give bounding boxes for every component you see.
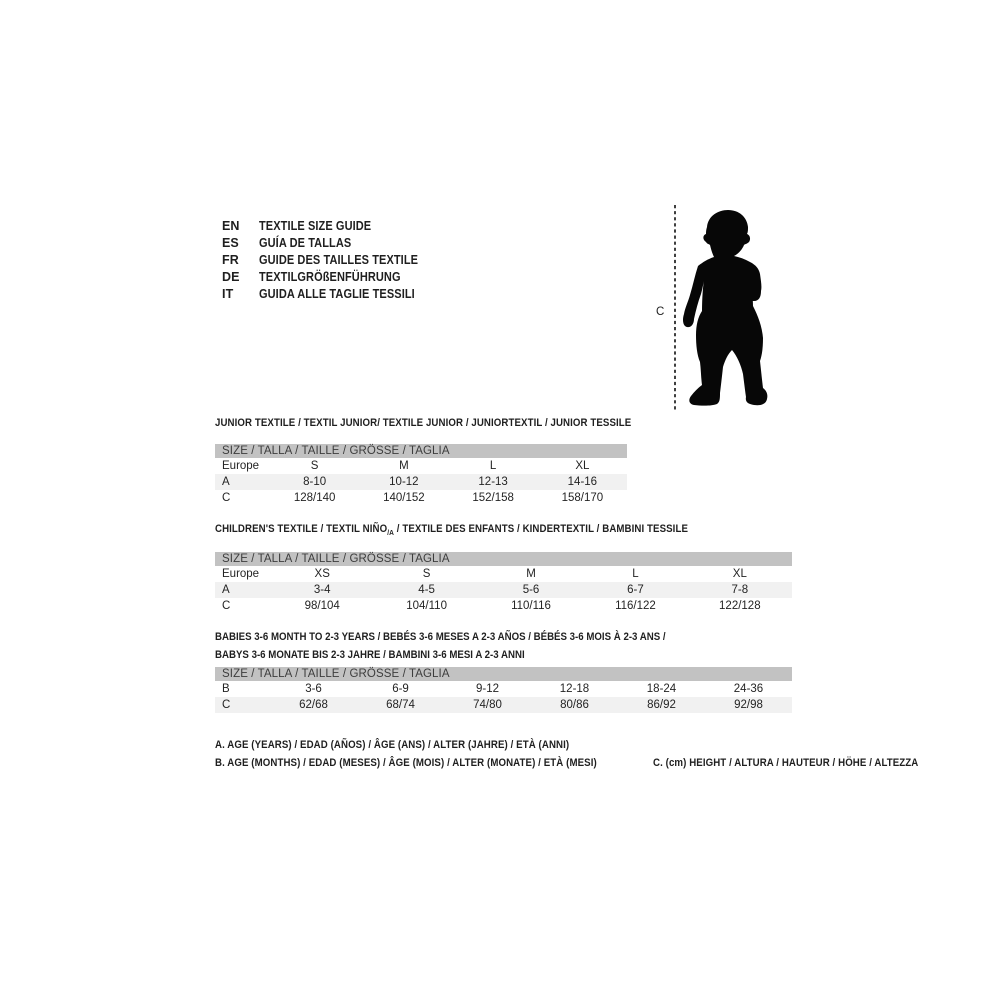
table-cell: 5-6	[522, 584, 540, 597]
table-cell: 80/86	[560, 699, 589, 711]
table-cell: 158/170	[561, 492, 604, 504]
row-label: C	[222, 492, 231, 504]
table-cell: 14-16	[567, 476, 598, 488]
language-code: DE	[222, 269, 240, 284]
row-label: B	[222, 683, 230, 695]
junior-size-table	[215, 413, 632, 506]
children-size-table	[215, 519, 792, 614]
language-label: TEXTILE SIZE GUIDE	[259, 218, 372, 233]
table-cell: 6-7	[627, 584, 644, 597]
language-label: GUÍA DE TALLAS	[259, 235, 352, 250]
height-label-c: C	[656, 306, 665, 318]
row-label: C	[222, 699, 231, 711]
table-cell: 92/98	[734, 699, 763, 711]
table-cell: 74/80	[473, 699, 502, 711]
table-row	[215, 474, 627, 490]
table-cell: L	[632, 568, 639, 581]
table-row	[215, 566, 792, 582]
children-title-post: / TEXTILE DES ENFANTS / KINDERTEXTIL / BAMBINI TESSILE	[393, 523, 688, 535]
babies-title-line1: BABIES 3-6 MONTH TO 2-3 YEARS / BEBÉS 3-6 MESES A 2-3 AÑOS / BÉBÉS 3-6 MOIS À 2-3 ANS /	[215, 631, 666, 643]
table-cell: 128/140	[293, 492, 336, 504]
language-row	[222, 285, 440, 302]
babies-size-table	[215, 627, 792, 713]
table-cell: 24-36	[733, 683, 764, 695]
table-cell: 3-6	[305, 683, 322, 695]
table-cell: 7-8	[731, 584, 749, 597]
table-cell: XL	[575, 460, 590, 472]
language-row	[222, 234, 440, 251]
table-cell: 110/116	[511, 600, 551, 613]
babies-table-title	[215, 627, 792, 663]
table-cell: 10-12	[389, 476, 419, 488]
language-row	[222, 268, 440, 285]
size-header-bar: SIZE / TALLA / TAILLE / GRÖSSE / TAGLIA	[215, 552, 792, 566]
table-cell: 8-10	[303, 476, 327, 488]
language-code: IT	[222, 286, 234, 301]
table-cell: M	[526, 568, 536, 581]
table-cell: 152/158	[472, 492, 514, 504]
language-code: EN	[222, 218, 240, 233]
row-label: Europe	[222, 568, 260, 581]
size-header-bar: SIZE / TALLA / TAILLE / GRÖSSE / TAGLIA	[215, 667, 792, 681]
table-row	[215, 681, 792, 697]
legend-line-b: B. AGE (MONTHS) / EDAD (MESES) / ÂGE (MOIS) / ALTER (MONATE) / ETÀ (MESI)	[215, 757, 597, 770]
table-row	[215, 598, 792, 614]
table-cell: XS	[314, 568, 330, 581]
language-row	[222, 217, 440, 234]
children-title-pre: CHILDREN'S TEXTILE / TEXTIL NIÑO	[215, 523, 388, 535]
language-code: ES	[222, 235, 239, 250]
table-cell: 104/110	[406, 600, 447, 613]
toddler-silhouette-icon	[640, 190, 800, 420]
table-cell: S	[422, 568, 431, 581]
toddler-silhouette	[683, 210, 767, 406]
language-guide-list	[222, 217, 440, 302]
table-cell: 18-24	[646, 683, 677, 695]
table-cell: S	[310, 460, 319, 472]
table-row	[215, 458, 627, 474]
table-cell: 12-18	[559, 683, 590, 695]
table-cell: 6-9	[392, 683, 409, 695]
table-cell: 12-13	[478, 476, 508, 488]
table-cell: 116/122	[615, 600, 656, 613]
table-cell: 98/104	[304, 600, 340, 613]
language-label: GUIDE DES TAILLES TEXTILE	[259, 252, 419, 267]
table-cell: 122/128	[719, 600, 761, 613]
table-row	[215, 697, 792, 713]
row-label: Europe	[222, 460, 260, 472]
table-cell: 62/68	[299, 699, 328, 711]
legend-line-a: A. AGE (YEARS) / EDAD (AÑOS) / ÂGE (ANS) / ALTER (JAHRE) / ETÀ (ANNI)	[215, 739, 570, 751]
table-row	[215, 582, 792, 598]
language-label: TEXTILGRÖßENFÜHRUNG	[259, 269, 401, 284]
table-cell: M	[399, 460, 409, 472]
table-cell: 86/92	[647, 699, 676, 711]
language-row	[222, 251, 440, 268]
row-label: C	[222, 600, 231, 613]
junior-table-title: JUNIOR TEXTILE / TEXTIL JUNIOR/ TEXTILE JUNIOR / JUNIORTEXTIL / JUNIOR TESSILE	[215, 417, 632, 429]
table-cell: 140/152	[383, 492, 425, 504]
table-cell: 9-12	[475, 683, 500, 695]
table-cell: 3-4	[313, 584, 331, 597]
row-label: A	[222, 584, 230, 597]
table-cell: 68/74	[386, 699, 415, 711]
table-cell: 4-5	[418, 584, 435, 597]
table-row	[215, 490, 627, 506]
row-label: A	[222, 476, 230, 488]
children-table-title	[215, 523, 688, 539]
size-figure	[640, 190, 800, 420]
children-title-sub: /A	[387, 528, 394, 538]
table-cell: L	[489, 460, 497, 472]
measurement-legend	[215, 735, 1000, 772]
table-cell: XL	[732, 568, 747, 581]
size-header-bar: SIZE / TALLA / TAILLE / GRÖSSE / TAGLIA	[215, 444, 627, 458]
legend-line-c: C. (cm) HEIGHT / ALTURA / HAUTEUR / HÖHE / ALTEZZA	[653, 757, 919, 770]
language-code: FR	[222, 252, 239, 267]
babies-title-line2: BABYS 3-6 MONATE BIS 2-3 JAHRE / BAMBINI 3-6 MESI A 2-3 ANNI	[215, 649, 525, 661]
language-label: GUIDA ALLE TAGLIE TESSILI	[259, 286, 415, 301]
